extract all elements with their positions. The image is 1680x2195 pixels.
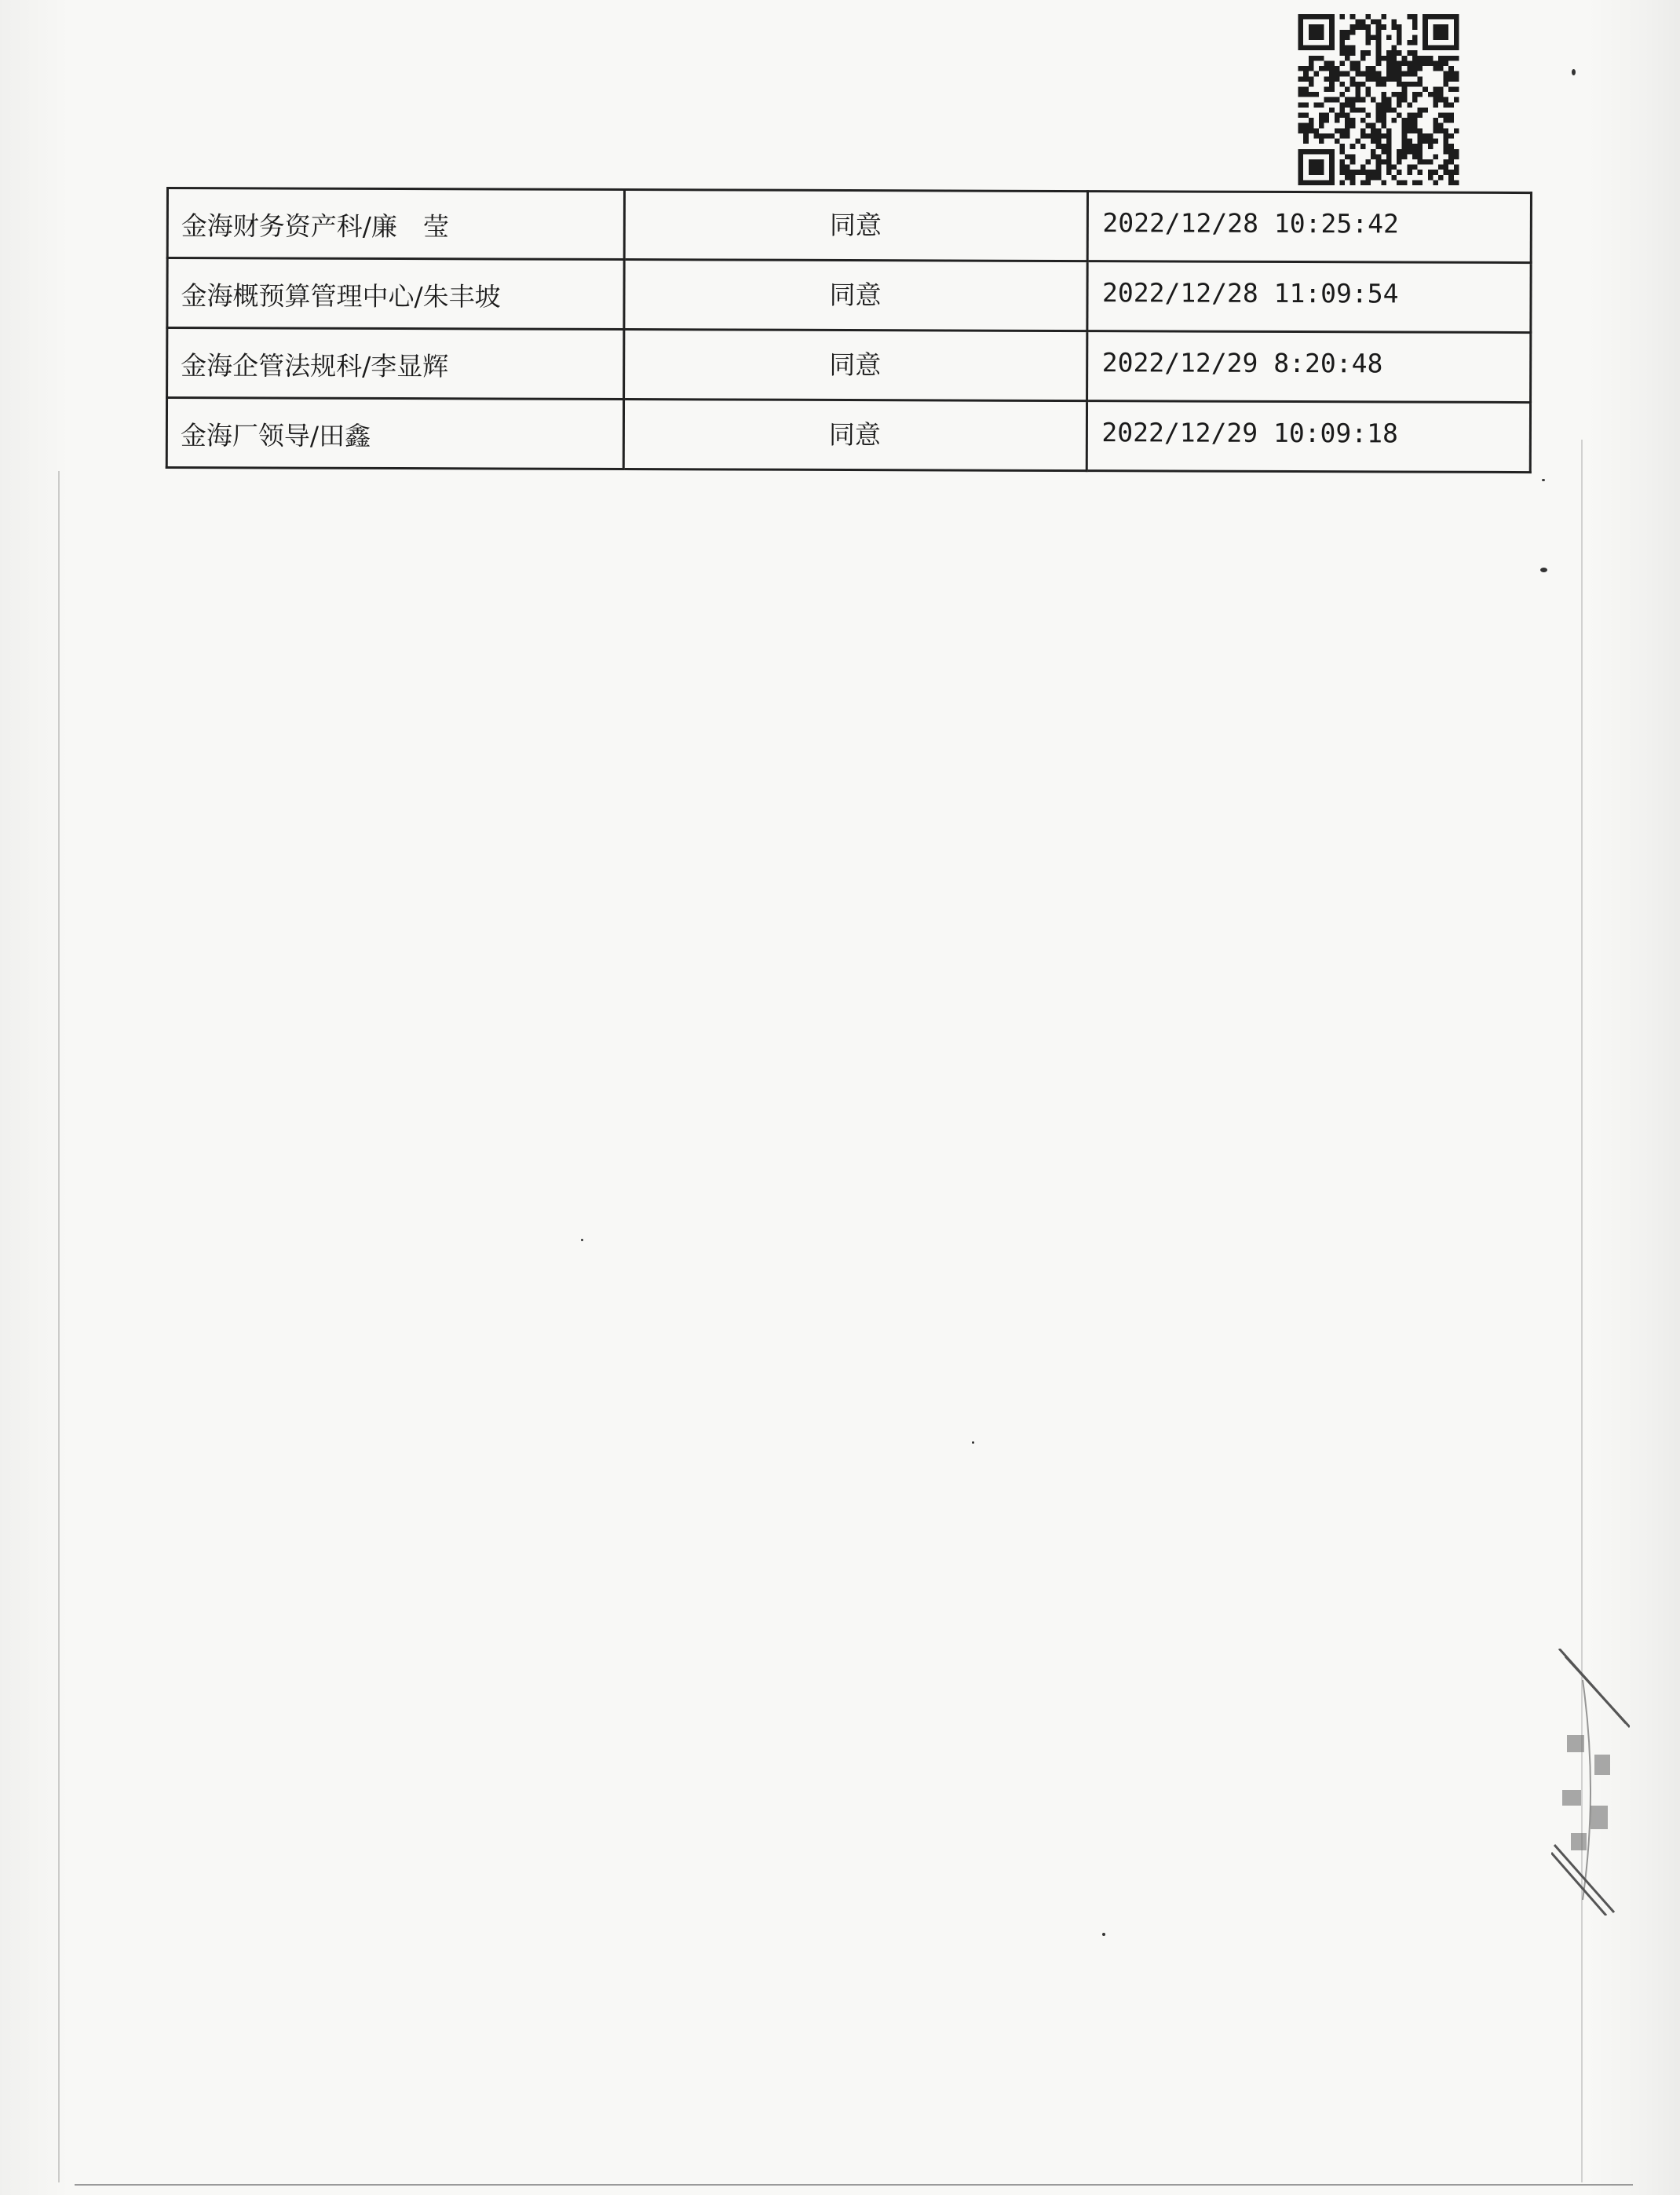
table-row — [167, 188, 1531, 263]
approver-name: 金海财务资产科/廉 莹 — [167, 188, 624, 260]
scan-speck — [1102, 1933, 1105, 1936]
paper-edge-bottom — [75, 2184, 1633, 2186]
table-row — [167, 258, 1531, 333]
scan-shadow-left — [0, 0, 71, 2195]
approval-time: 2022/12/28 10:25:42 — [1087, 192, 1532, 263]
scan-speck — [1542, 479, 1545, 481]
approval-opinion: 同意 — [623, 400, 1087, 471]
paper-edge-right — [1581, 440, 1583, 2182]
approval-time: 2022/12/29 10:09:18 — [1087, 401, 1531, 473]
approver-name: 金海厂领导/田鑫 — [166, 398, 623, 469]
scan-speck — [1540, 568, 1547, 572]
approval-time: 2022/12/28 11:09:54 — [1087, 261, 1531, 333]
approval-table — [166, 187, 1532, 473]
qr-code-icon — [1297, 14, 1460, 185]
scan-speck — [972, 1441, 974, 1444]
approval-opinion: 同意 — [623, 330, 1087, 401]
table-row — [167, 328, 1531, 403]
partial-seal-icon — [1551, 1649, 1630, 1916]
approver-name: 金海企管法规科/李显辉 — [167, 328, 624, 400]
approver-name: 金海概预算管理中心/朱丰坡 — [167, 258, 624, 330]
paper-edge-left — [58, 471, 60, 2182]
scan-speck — [1572, 69, 1576, 75]
approval-opinion: 同意 — [623, 260, 1087, 331]
approval-time: 2022/12/29 8:20:48 — [1087, 331, 1531, 403]
table-row — [166, 398, 1530, 473]
scan-speck — [581, 1239, 583, 1241]
approval-opinion: 同意 — [624, 190, 1087, 261]
